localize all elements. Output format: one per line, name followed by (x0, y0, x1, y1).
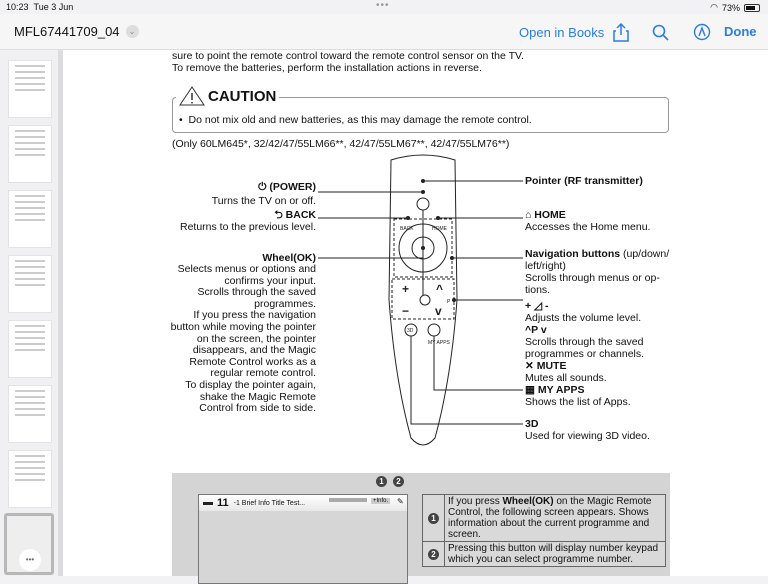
wheel-label: Wheel(OK) (262, 252, 316, 264)
nav-desc: left/right) (525, 260, 566, 272)
progress-bar (329, 498, 367, 502)
nav-desc: tions. (525, 284, 551, 296)
3d-desc: Used for viewing 3D video. (525, 430, 650, 442)
nav-bar (0, 14, 768, 50)
battery-percent: 73% (721, 2, 740, 13)
more-button[interactable]: ••• (19, 549, 41, 571)
table-row: 1 If you press Wheel(OK) on the Magic Remote Control, the following screen appears. Shows information about the current programme and screen. (423, 495, 666, 542)
back-desc: Returns to the previous level. (180, 221, 316, 233)
done-button[interactable]: Done (724, 24, 757, 39)
back-label: ⮌ BACK (274, 209, 316, 221)
remote-3d-text: 3D (407, 328, 414, 334)
share-icon[interactable] (613, 22, 629, 42)
keypad-icon: ✎ (397, 497, 404, 506)
battery-icon (744, 4, 760, 12)
search-icon[interactable] (652, 24, 670, 42)
page-thumbnail[interactable] (8, 320, 52, 378)
remote-diagram (63, 50, 768, 470)
document-page (63, 50, 768, 576)
chevron-down-icon[interactable]: ⌄ (126, 25, 139, 38)
caution-heading: CAUTION (176, 86, 279, 106)
page-thumbnail[interactable] (8, 125, 52, 183)
title-text: MFL67441709_04 (14, 24, 120, 39)
page-thumbnail[interactable] (8, 450, 52, 508)
tv-screen (198, 494, 408, 584)
model-note: (Only 60LM645*, 32/42/47/55LM66**, 42/47/55LM67**, 42/47/55LM76**) (172, 138, 510, 150)
marker-1: 1 (376, 476, 387, 487)
svg-text:^: ^ (436, 282, 444, 296)
info-illustration (172, 473, 670, 576)
page-thumbnail-selected[interactable] (4, 513, 54, 575)
nav-desc: Scrolls through menus or op- (525, 272, 660, 284)
power-desc: Turns the TV on or off. (211, 195, 316, 207)
status-bar (0, 0, 768, 14)
wifi-icon: ◠ (710, 2, 718, 12)
3d-label: 3D (525, 418, 539, 430)
programme-desc: Scrolls through the saved (525, 336, 644, 348)
thumbnail-sidebar[interactable] (0, 50, 58, 576)
nav-buttons-label: Navigation buttons (up/down/ (525, 248, 670, 260)
home-label: ⌂ HOME (525, 209, 566, 221)
remote-home-text: HOME (432, 226, 447, 232)
remote-myapps-text: MY APPS (428, 340, 450, 346)
table-row: 2 Pressing this button will display number keypad which you can select programme number. (423, 542, 666, 567)
channel-number: 11 (217, 497, 229, 509)
remote-p-text: P (447, 299, 451, 305)
volume-label: + ◿ - (525, 300, 549, 312)
doc-text: sure to point the remote control toward the remote control sensor on the TV. (172, 50, 524, 62)
doc-text: To remove the batteries, perform the installation actions in reverse. (172, 62, 482, 74)
multitask-dots[interactable]: ••• (376, 0, 390, 11)
svg-text:+: + (402, 282, 410, 296)
myapps-label: ▦ MY APPS (525, 384, 585, 396)
info-button: +Info. (373, 498, 389, 504)
pointer-label: Pointer (RF transmitter) (525, 175, 643, 187)
svg-text:−: − (402, 304, 410, 318)
programme-desc: programmes or channels. (525, 348, 645, 360)
wheel-desc: Selects menus or options and confirms your input. Scrolls through the saved programmes. If you press the navigation button while moving the pointer on the screen, the pointer disappears, and the Magic Remote Control works as a regular remote control. To display the pointer again, shake the Magic Remote Control from side to side. (170, 263, 316, 415)
status-time: 10:23 Tue 3 Jun (6, 2, 74, 12)
remote-back-text: BACK (400, 226, 414, 232)
info-bar (199, 495, 407, 511)
svg-text:v: v (435, 304, 442, 318)
channel-icon (203, 502, 213, 505)
myapps-desc: Shows the list of Apps. (525, 396, 631, 408)
mute-label: ✕ MUTE (525, 360, 567, 372)
page-thumbnail[interactable] (8, 385, 52, 443)
volume-desc: Adjusts the volume level. (525, 312, 642, 324)
markup-icon[interactable] (693, 23, 711, 41)
open-in-books-button[interactable]: Open in Books (519, 25, 605, 40)
channel-title: -1 Brief Info Title Test... (233, 499, 306, 507)
marker-2: 2 (393, 476, 404, 487)
mute-desc: Mutes all sounds. (525, 372, 607, 384)
document-title[interactable] (14, 24, 139, 39)
page-thumbnail[interactable] (8, 60, 52, 118)
page-thumbnail[interactable] (8, 255, 52, 313)
page-thumbnail[interactable] (8, 190, 52, 248)
power-label: ⏻ (POWER) (258, 181, 316, 193)
caution-text: • Do not mix old and new batteries, as this may damage the remote control. (179, 114, 532, 126)
description-table (422, 494, 666, 567)
home-desc: Accesses the Home menu. (525, 221, 651, 233)
programme-label: ^P v (525, 324, 547, 336)
